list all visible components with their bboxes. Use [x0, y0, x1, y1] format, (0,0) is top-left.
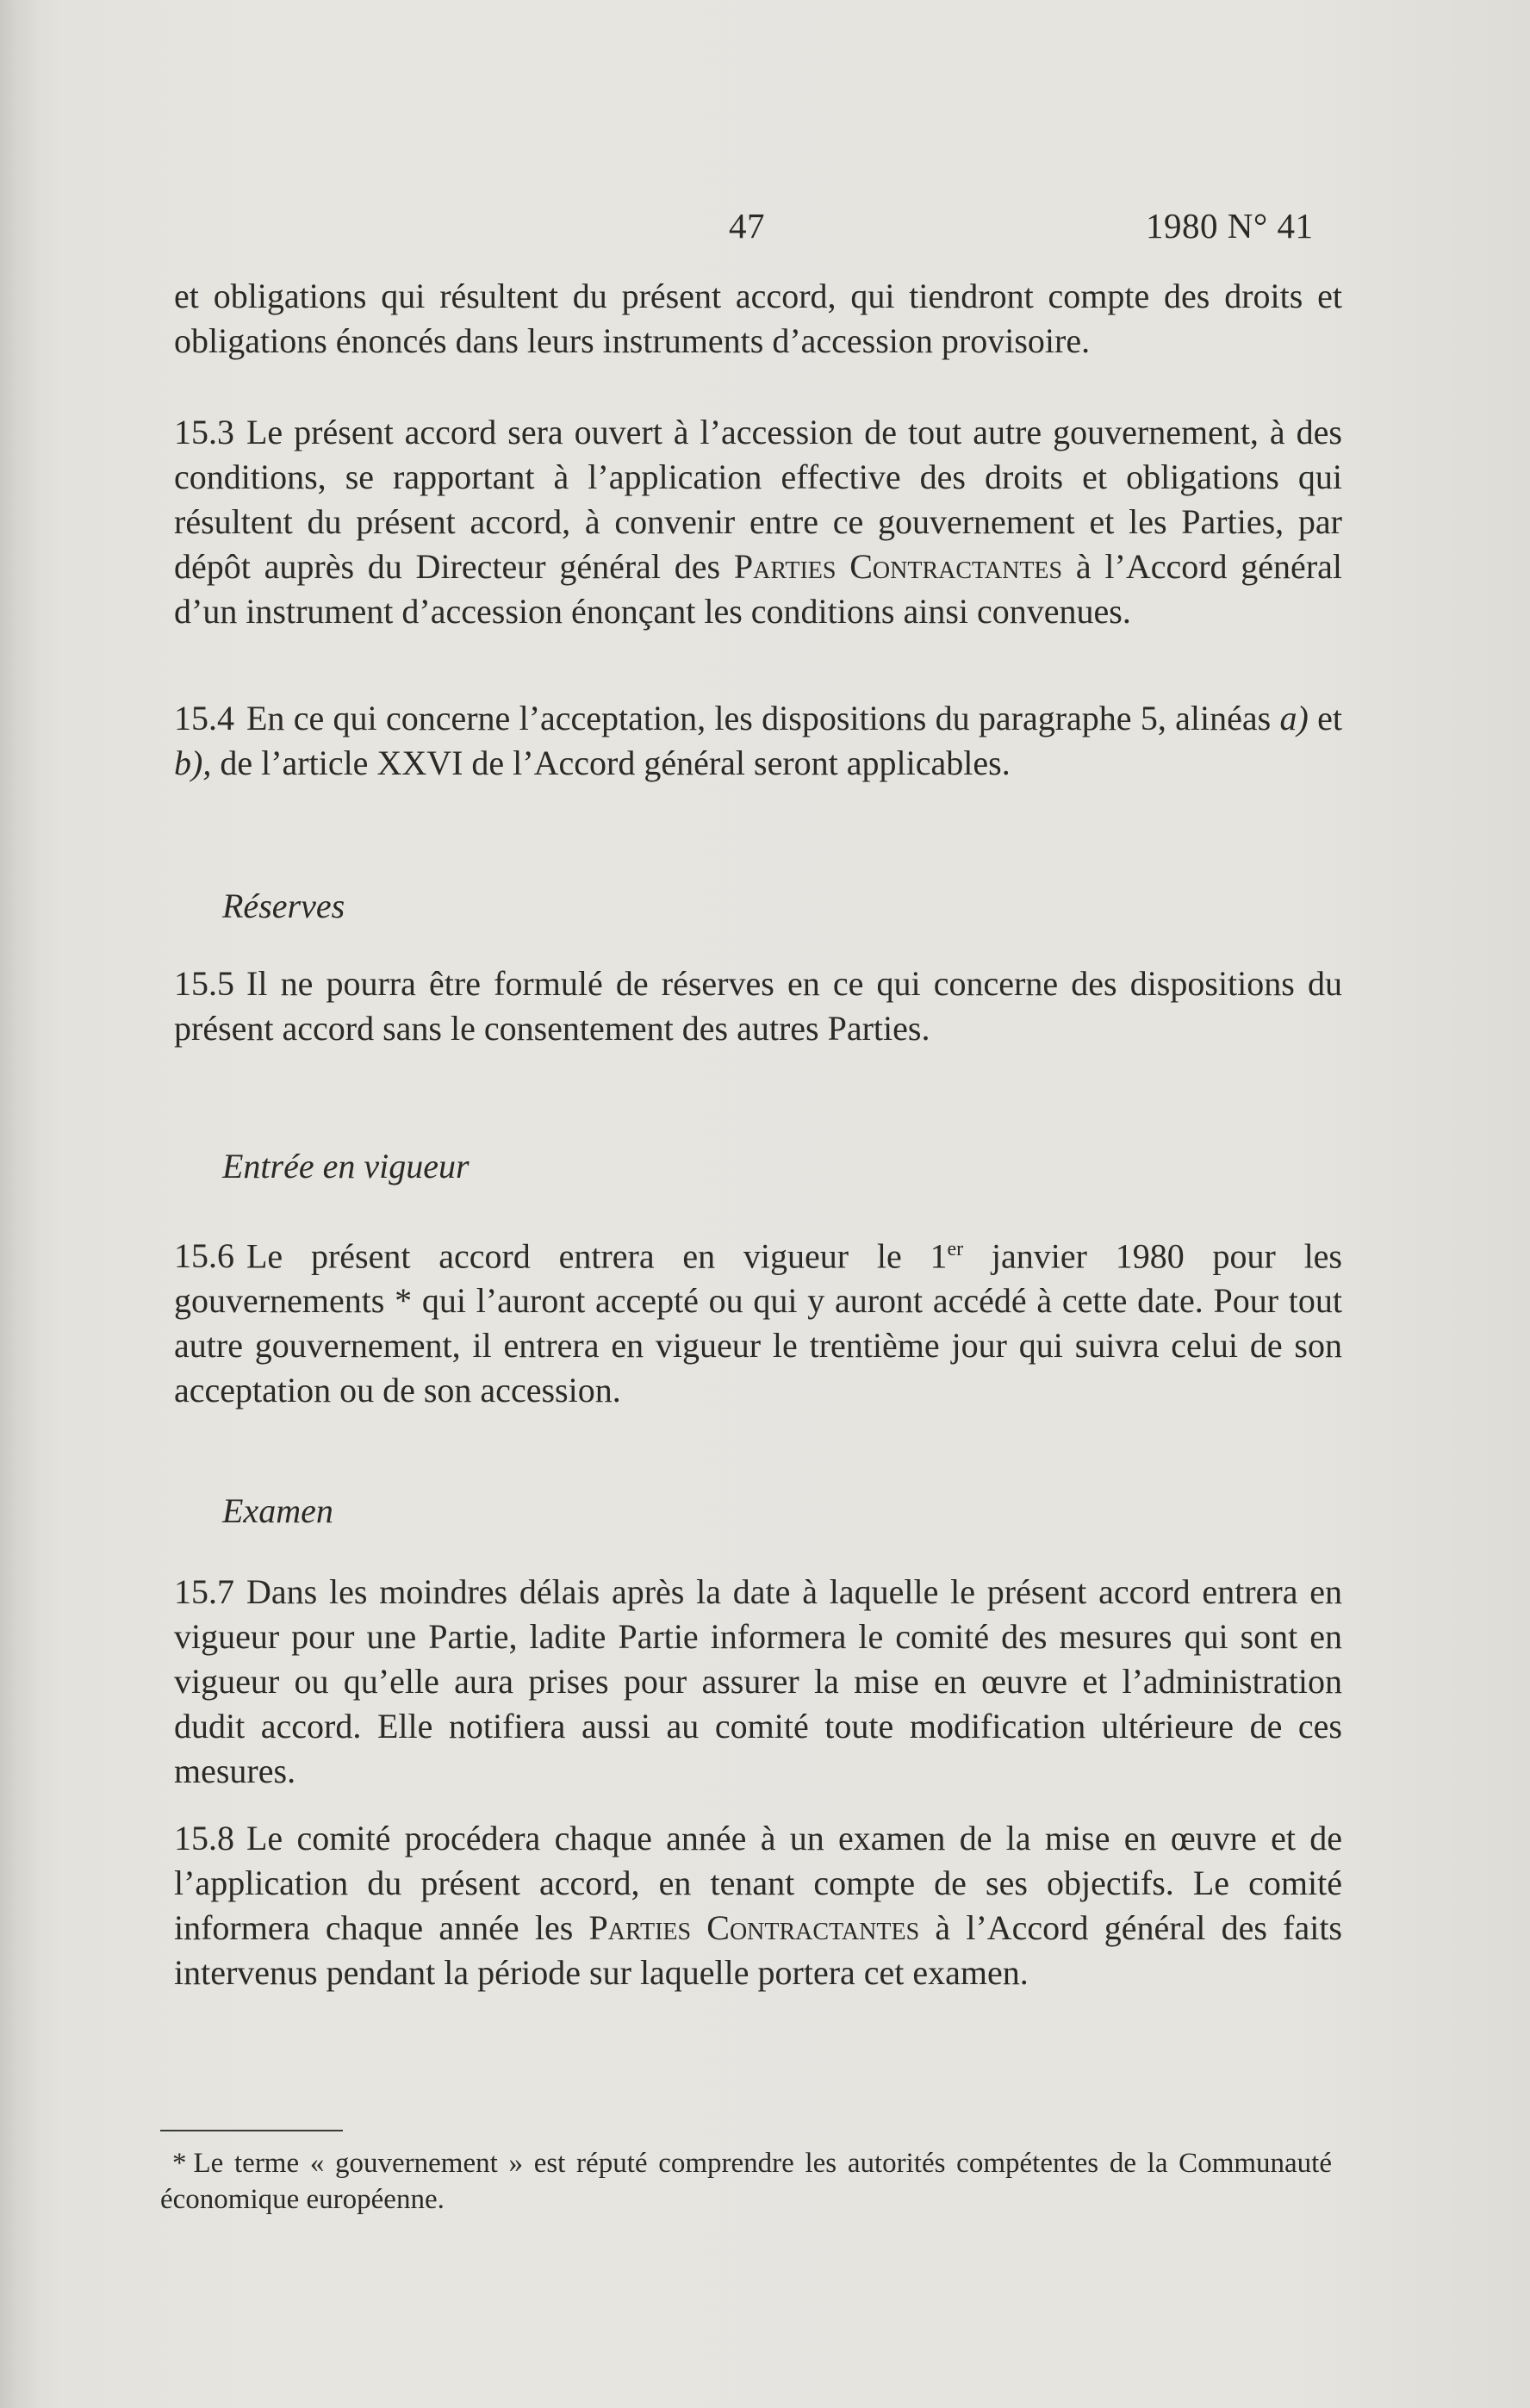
- paragraph-text: à l’Accord général des faits intervenus pendant la période sur laquelle portera cet examen.: [174, 1908, 1342, 1992]
- footnote-marker: *: [172, 2148, 187, 2179]
- paragraph-text: à l’Accord général d’un instrument d’accession énonçant les conditions ainsi convenues.: [174, 547, 1343, 631]
- paragraph-text: Il ne pourra être formulé de réserves en ce qui concerne des dispositions du présent accord sans le consentement des autres Parties.: [174, 964, 1342, 1048]
- paragraph-number: 15.6: [174, 1236, 234, 1276]
- paragraph-text: Dans les moindres délais après la date à laquelle le présent accord entrera en vigueur pour une Partie, ladite Partie informera le comité des mesures qui sont en vigueur ou qu’elle aura prises pour assurer la mise en œuvre et l’administration dudit accord. Elle notifiera aussi au comité toute modification ultérieure de ces mesures.: [174, 1572, 1342, 1790]
- small-caps-text: Parties Contractantes: [733, 547, 1063, 586]
- paragraph-15-4: [174, 696, 1342, 786]
- paragraph-text: de l’article XXVI de l’Accord général seront applicables.: [220, 744, 1011, 782]
- paragraph-number: 15.3: [174, 413, 234, 451]
- paragraph-text: janvier 1980 pour les gouvernements * qui l’auront accepté ou qui y auront accédé à cette date. Pour tout autre gouvernement, il entrera en vigueur le trentième jour qui suivra celui de son acceptation ou de son accession.: [174, 1236, 1342, 1410]
- paragraph-text: Le comité procédera chaque année à un examen de la mise en œuvre et de l’application du présent accord, en tenant compte de ses objectifs. Le comité informera chaque année les: [174, 1819, 1342, 1947]
- small-caps-text: Parties Contractantes: [588, 1908, 920, 1947]
- paragraph-15-7: [174, 1570, 1342, 1794]
- paragraph-number: 15.5: [174, 964, 234, 1003]
- footnote-text: Le terme « gouvernement » est réputé comprendre les autorités compétentes de la Communauté économique européenne.: [160, 2148, 1332, 2215]
- paragraph-text: et obligations qui résultent du présent accord, qui tiendront compte des droits et obligations énoncés dans leurs instruments d’accession provisoire.: [174, 277, 1342, 360]
- paragraph-text: Le présent accord entrera en vigueur le 1: [246, 1236, 948, 1276]
- footnote: [160, 2145, 1332, 2218]
- paragraph-text: En ce qui concerne l’acceptation, les dispositions du paragraphe 5, alinéas: [246, 699, 1272, 737]
- section-heading-examen: Examen: [222, 1491, 333, 1530]
- superscript: er: [947, 1238, 964, 1260]
- binding-gutter-shadow: [0, 0, 40, 2408]
- paragraph-number: 15.4: [174, 699, 234, 737]
- paragraph-15-8: [174, 1816, 1342, 1995]
- paragraph-15-3: [174, 410, 1342, 634]
- italic-text: b),: [174, 744, 212, 782]
- italic-text: a): [1279, 699, 1309, 737]
- paragraph-15-5: [174, 961, 1342, 1051]
- section-heading-reserves: Réserves: [222, 887, 345, 925]
- paragraph-number: 15.8: [174, 1819, 234, 1857]
- running-head: 1980 N° 41: [1146, 206, 1314, 246]
- paragraph-text: Le présent accord sera ouvert à l’accession de tout autre gouvernement, à des conditions, se rapportant à l’application effective des droits et obligations qui résultent du présent accord, à convenir entre ce gouvernement et les Parties, par dépôt auprès du Directeur général des: [174, 413, 1342, 586]
- paragraph-continuation: [174, 274, 1342, 364]
- section-heading-entree-en-vigueur: Entrée en vigueur: [222, 1147, 470, 1185]
- paragraph-text: et: [1317, 699, 1342, 737]
- paragraph-15-6: [174, 1227, 1342, 1413]
- page-number: 47: [729, 206, 765, 246]
- paragraph-number: 15.7: [174, 1572, 234, 1611]
- footnote-rule: [160, 2130, 343, 2131]
